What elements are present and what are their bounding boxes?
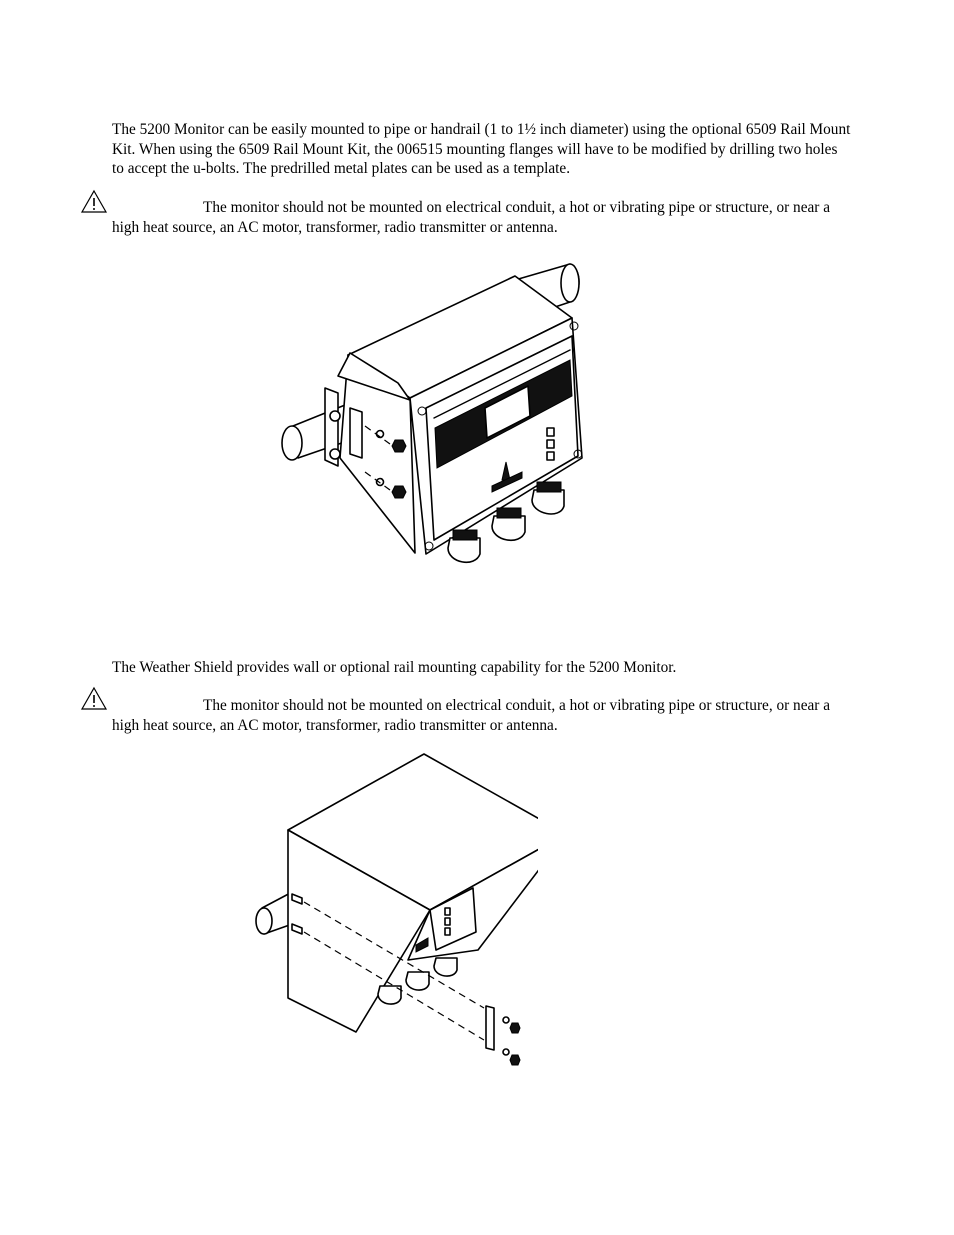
weather-shield-intro-paragraph: The Weather Shield provides wall or optional rail mounting capability for the 5200 Monitor. [112,659,677,676]
warning-triangle-icon [80,686,108,712]
caution-note-2: The monitor should not be mounted on electrical conduit, a hot or vibrating pipe or structure, or near a high heat source, an AC motor, transformer, radio transmitter or antenna. [112,697,830,734]
warning-triangle-icon [80,189,108,215]
weather-shield-illustration [248,750,538,1070]
rail-mount-intro-paragraph: The 5200 Monitor can be easily mounted to pipe or handrail (1 to 1½ inch diameter) using the optional 6509 Rail Mount Kit. When using the 6509 Rail Mount Kit, the 006515 mounting flanges will have to be modified by drilling two holes to accept the u-bolts. The predrilled metal plates can be used as a template. [112,121,851,177]
rail-mounted-monitor-illustration [270,258,600,570]
caution-note-1: The monitor should not be mounted on electrical conduit, a hot or vibrating pipe or structure, or near a high heat source, an AC motor, transformer, radio transmitter or antenna. [112,199,830,236]
